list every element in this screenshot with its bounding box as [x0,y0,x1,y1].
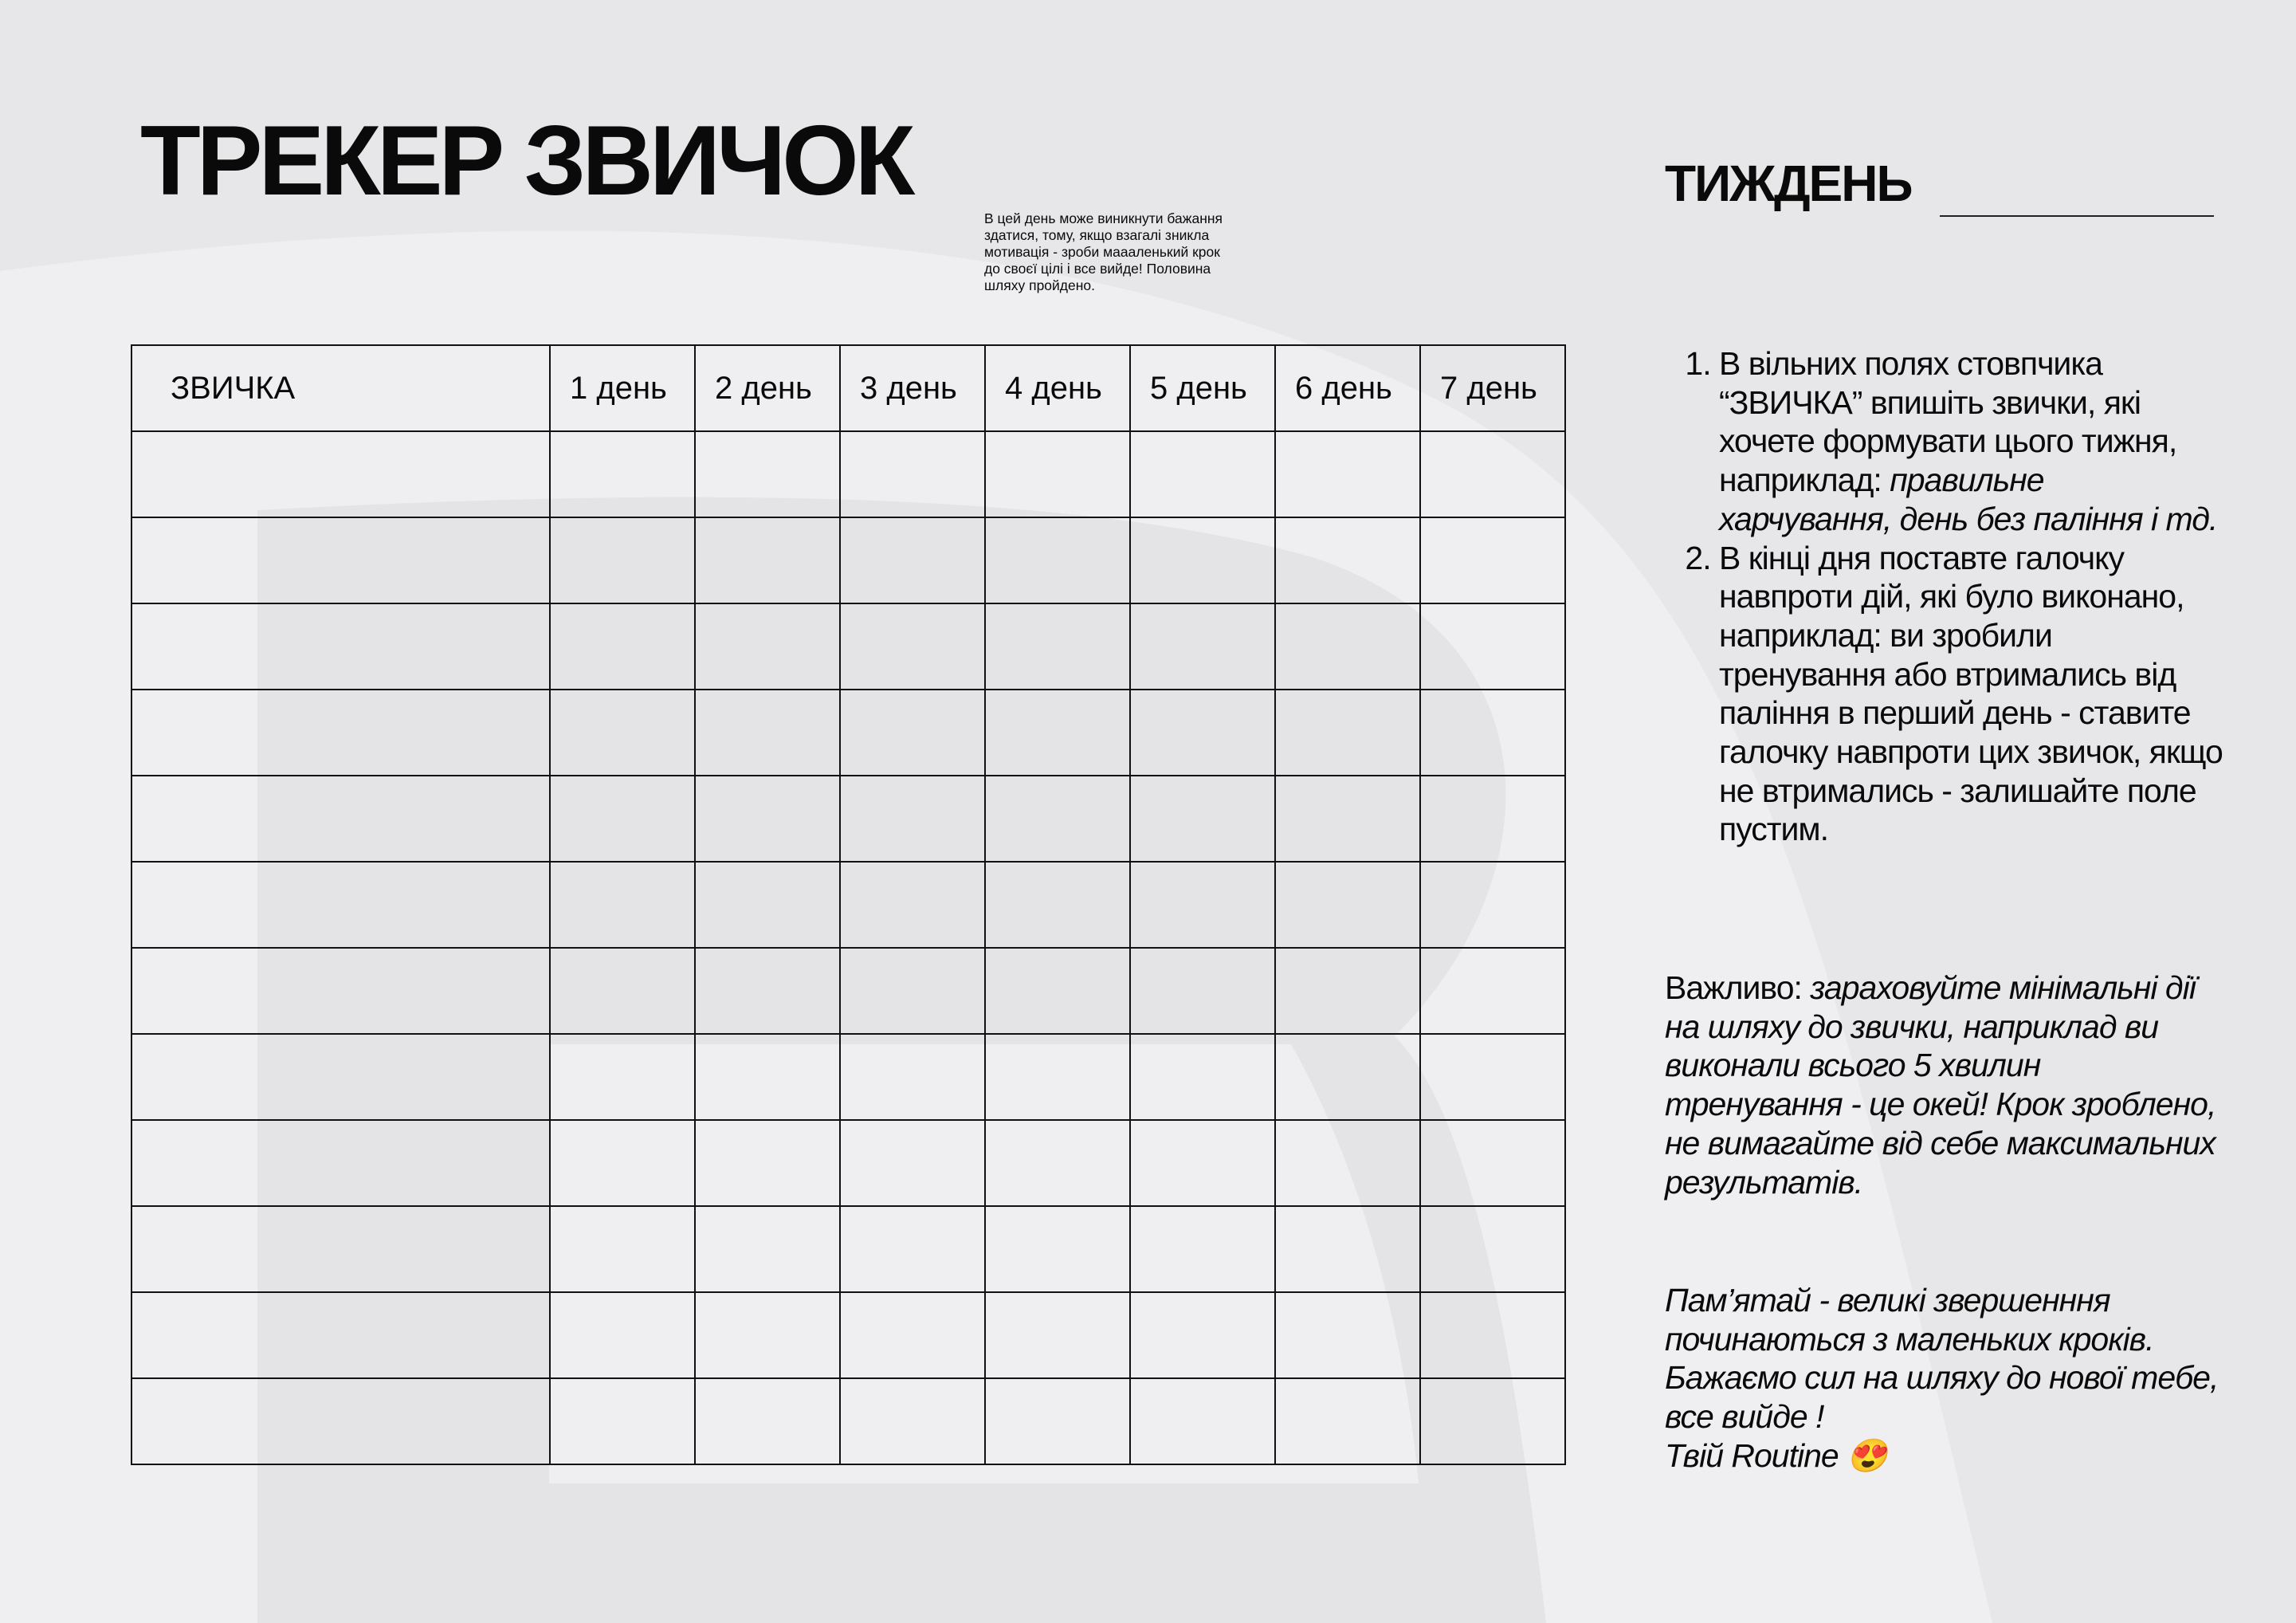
table-row [131,690,1565,776]
column-header-day: 6 день [1275,345,1420,431]
day-check-cell[interactable] [840,1378,985,1464]
day-check-cell[interactable] [1275,517,1420,603]
day-check-cell[interactable] [550,1034,695,1120]
instruction-text: В вільних полях стовпчика “ЗВИЧКА” впишіть звички, які хочете формувати цього тижня, наприклад: [1719,345,2177,499]
day-check-cell[interactable] [1275,1378,1420,1464]
day-check-cell[interactable] [550,1378,695,1464]
day-check-cell[interactable] [695,1378,840,1464]
column-header-day: 5 день [1130,345,1275,431]
motivation-note: В цей день може виникнути бажання здатися, тому, якщо взагалі зникла мотивація - зроби маааленький крок до своєї цілі і все вийде! Половина шляху пройдено. [984,210,1223,293]
day-check-cell[interactable] [1420,1292,1565,1378]
day-check-cell[interactable] [985,1034,1130,1120]
day-check-cell[interactable] [1420,603,1565,690]
instruction-text: В кінці дня поставте галочку навпроти дій, які було виконано, наприклад: ви зробили тренування або втримались від паління в перший день - ставите галочку навпроти цих звичок, якщо не втримались - залишайте поле пустим. [1719,539,2223,848]
day-check-cell[interactable] [1130,603,1275,690]
day-check-cell[interactable] [840,776,985,862]
day-check-cell[interactable] [840,1034,985,1120]
day-check-cell[interactable] [840,948,985,1034]
table-row [131,1120,1565,1206]
day-check-cell[interactable] [550,862,695,948]
day-check-cell[interactable] [550,603,695,690]
instruction-item [1719,344,2223,539]
day-check-cell[interactable] [695,862,840,948]
table-row [131,1292,1565,1378]
day-check-cell[interactable] [1420,431,1565,517]
day-check-cell[interactable] [1275,603,1420,690]
column-header-day: 1 день [550,345,695,431]
habit-cell[interactable] [131,1292,550,1378]
day-check-cell[interactable] [1275,948,1420,1034]
page-title: ТРЕКЕР ЗВИЧОК [140,106,912,216]
table-row [131,776,1565,862]
habit-cell[interactable] [131,948,550,1034]
day-check-cell[interactable] [1130,1292,1275,1378]
table-row [131,948,1565,1034]
habit-cell[interactable] [131,1206,550,1292]
day-check-cell[interactable] [695,431,840,517]
day-check-cell[interactable] [1130,948,1275,1034]
habit-cell[interactable] [131,1120,550,1206]
day-check-cell[interactable] [550,1120,695,1206]
day-check-cell[interactable] [1130,1378,1275,1464]
day-check-cell[interactable] [695,1206,840,1292]
habit-cell[interactable] [131,517,550,603]
day-check-cell[interactable] [1130,690,1275,776]
day-check-cell[interactable] [550,431,695,517]
table-row [131,1378,1565,1464]
table-row [131,603,1565,690]
day-check-cell[interactable] [840,1120,985,1206]
day-check-cell[interactable] [1275,1034,1420,1120]
day-check-cell[interactable] [695,1034,840,1120]
day-check-cell[interactable] [695,603,840,690]
day-check-cell[interactable] [1420,862,1565,948]
important-text: зараховуйте мінімальні дії на шляху до звички, наприклад ви виконали всього 5 хвилин тренування - це окей! Крок зроблено, не вимагайте від себе максимальних результатів. [1665,969,2216,1201]
day-check-cell[interactable] [1130,1034,1275,1120]
day-check-cell[interactable] [550,948,695,1034]
day-check-cell[interactable] [840,862,985,948]
day-check-cell[interactable] [1420,1206,1565,1292]
day-check-cell[interactable] [695,690,840,776]
day-check-cell[interactable] [1275,1292,1420,1378]
day-check-cell[interactable] [985,1206,1130,1292]
day-check-cell[interactable] [840,690,985,776]
day-check-cell[interactable] [985,776,1130,862]
important-label: Важливо: [1665,969,1811,1006]
day-check-cell[interactable] [695,1120,840,1206]
column-header-habit: ЗВИЧКА [131,345,550,431]
day-check-cell[interactable] [695,1292,840,1378]
day-check-cell[interactable] [1130,1120,1275,1206]
habit-table [131,344,1566,1465]
closing-message [1665,1281,2223,1476]
instruction-example: правильне харчування, день без паління і тд. [1719,462,2218,537]
table-row [131,1034,1565,1120]
day-check-cell[interactable] [985,1378,1130,1464]
day-check-cell[interactable] [1275,862,1420,948]
day-check-cell[interactable] [840,603,985,690]
day-check-cell[interactable] [1130,431,1275,517]
day-check-cell[interactable] [985,1292,1130,1378]
day-check-cell[interactable] [695,776,840,862]
table-row [131,862,1565,948]
day-check-cell[interactable] [985,862,1130,948]
closing-line: Бажаємо сил на шляху до нової тебе, все вийде ! [1665,1359,2219,1436]
day-check-cell[interactable] [985,431,1130,517]
day-check-cell[interactable] [1420,517,1565,603]
habit-cell[interactable] [131,431,550,517]
habit-cell[interactable] [131,776,550,862]
table-row [131,517,1565,603]
day-check-cell[interactable] [1275,690,1420,776]
day-check-cell[interactable] [695,517,840,603]
week-label: ТИЖДЕНЬ [1665,155,1912,212]
day-check-cell[interactable] [695,948,840,1034]
column-header-day: 2 день [695,345,840,431]
day-check-cell[interactable] [550,776,695,862]
day-check-cell[interactable] [550,1292,695,1378]
column-header-day: 7 день [1420,345,1565,431]
day-check-cell[interactable] [1130,1206,1275,1292]
habit-cell[interactable] [131,603,550,690]
day-check-cell[interactable] [1420,690,1565,776]
day-check-cell[interactable] [1420,1120,1565,1206]
day-check-cell[interactable] [1275,1206,1420,1292]
instruction-item [1719,539,2223,850]
day-check-cell[interactable] [1130,862,1275,948]
day-check-cell[interactable] [1420,948,1565,1034]
signature: Твій Routine [1665,1436,1839,1474]
day-check-cell[interactable] [985,948,1130,1034]
column-header-day: 3 день [840,345,985,431]
day-check-cell[interactable] [985,603,1130,690]
table-row [131,431,1565,517]
day-check-cell[interactable] [1275,776,1420,862]
table-row [131,1206,1565,1292]
closing-line: Пам’ятай - великі звершенння починаються з маленьких кроків. [1665,1282,2154,1358]
important-note [1665,969,2223,1201]
day-check-cell[interactable] [840,1206,985,1292]
habit-cell[interactable] [131,862,550,948]
day-check-cell[interactable] [1130,776,1275,862]
column-header-day: 4 день [985,345,1130,431]
day-check-cell[interactable] [985,1120,1130,1206]
day-check-cell[interactable] [1275,431,1420,517]
day-check-cell[interactable] [985,517,1130,603]
day-check-cell[interactable] [1420,1034,1565,1120]
habit-cell[interactable] [131,690,550,776]
day-check-cell[interactable] [1130,517,1275,603]
day-check-cell[interactable] [840,1292,985,1378]
day-check-cell[interactable] [1275,1120,1420,1206]
habit-cell[interactable] [131,1378,550,1464]
table-header-row [131,345,1565,431]
week-input-line[interactable] [1940,215,2214,217]
day-check-cell[interactable] [550,517,695,603]
heart-eyes-emoji-icon: 😍 [1847,1436,1887,1474]
day-check-cell[interactable] [550,690,695,776]
day-check-cell[interactable] [985,690,1130,776]
day-check-cell[interactable] [1420,1378,1565,1464]
habit-cell[interactable] [131,1034,550,1120]
day-check-cell[interactable] [840,431,985,517]
day-check-cell[interactable] [840,517,985,603]
day-check-cell[interactable] [550,1206,695,1292]
day-check-cell[interactable] [1420,776,1565,862]
instructions [1665,344,2223,849]
